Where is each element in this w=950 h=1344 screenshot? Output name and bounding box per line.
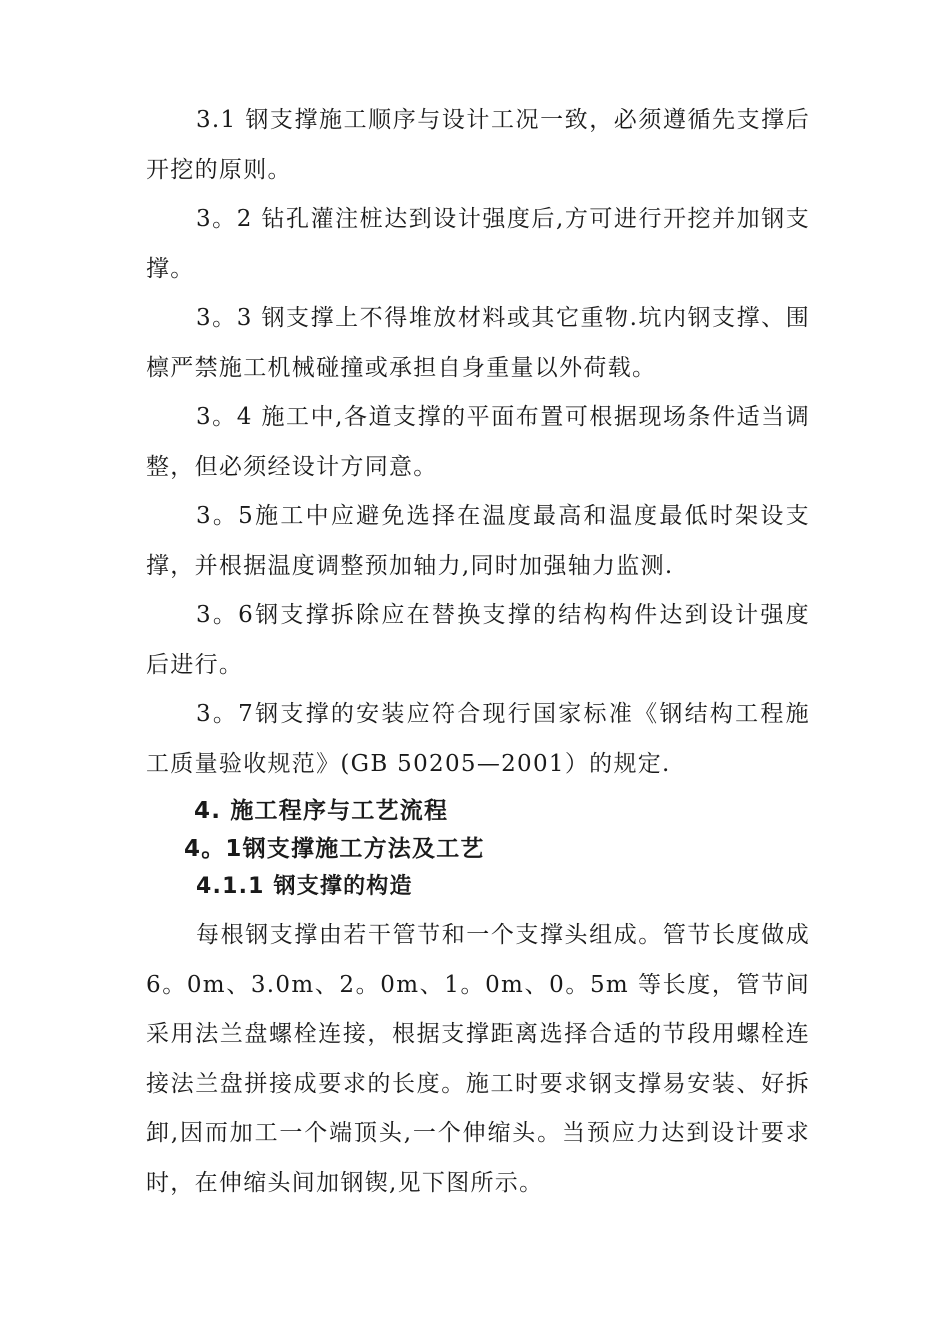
heading-section-4-1-1: 4.1.1 钢支撑的构造 xyxy=(196,874,413,899)
heading-section-4-1: 4。1钢支撑施工方法及工艺 xyxy=(184,836,485,862)
paragraph-3-2: 3。2 钻孔灌注桩达到设计强度后,方可进行开挖并加钢支撑。 xyxy=(146,206,810,282)
paragraph-3-6: 3。6钢支撑拆除应在替换支撑的结构构件达到设计强度后进行。 xyxy=(146,602,810,678)
paragraph-3-7: 3。7钢支撑的安装应符合现行国家标准《钢结构工程施工质量验收规范》(GB 50205—2001）的规定. xyxy=(146,701,810,777)
paragraph-3-3: 3。3 钢支撑上不得堆放材料或其它重物.坑内钢支撑、围檩严禁施工机械碰撞或承担自身重量以外荷载。 xyxy=(146,305,810,381)
paragraph-3-4: 3。4 施工中,各道支撑的平面布置可根据现场条件适当调整，但必须经设计方同意。 xyxy=(146,404,810,480)
paragraph-4-1-1: 每根钢支撑由若干管节和一个支撑头组成。管节长度做成 6。0m、3.0m、2。0m、1。0m、0。5m 等长度，管节间采用法兰盘螺栓连接，根据支撑距离选择合适的节段用螺栓连接法兰盘拼接成要求的长度。施工时要求钢支撑易安装、好拆卸,因而加工一个端顶头,一个伸缩头。当预应力达到设计要求时，在伸缩头间加钢锲,见下图所示。 xyxy=(146,922,810,1196)
heading-section-4: 4. 施工程序与工艺流程 xyxy=(194,798,449,824)
paragraph-3-5: 3。5施工中应避免选择在温度最高和温度最低时架设支撑，并根据温度调整预加轴力,同时加强轴力监测. xyxy=(146,503,810,579)
paragraph-3-1: 3.1 钢支撑施工顺序与设计工况一致，必须遵循先支撑后开挖的原则。 xyxy=(146,107,810,183)
document-body xyxy=(146,96,810,1208)
